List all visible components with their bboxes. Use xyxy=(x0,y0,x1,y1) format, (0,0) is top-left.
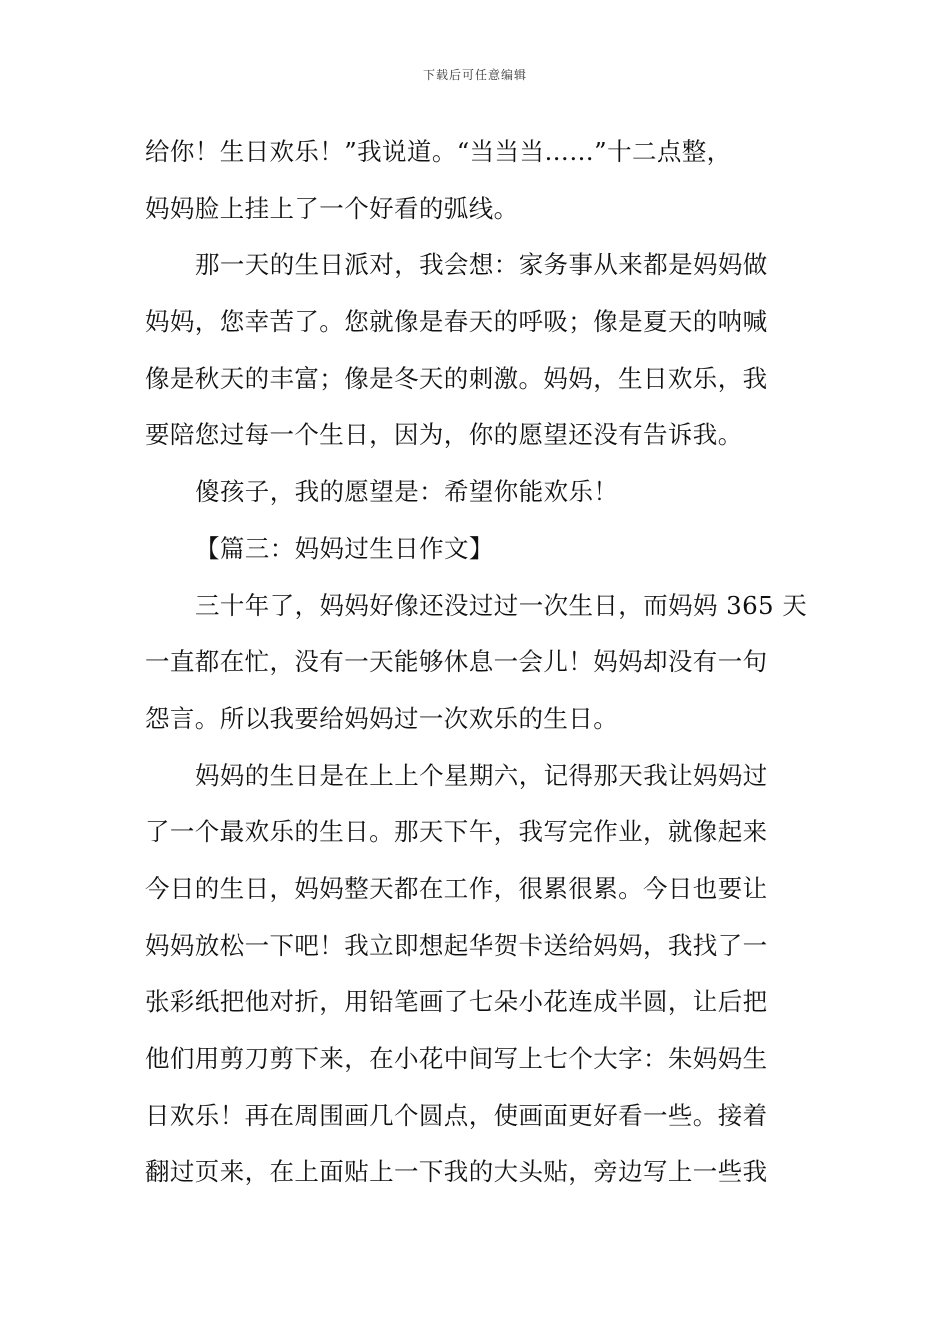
text-line: 给你！生日欢乐！”我说道。“当当当……”十二点整， xyxy=(145,137,732,166)
text-line: 要陪您过每一个生日，因为，你的愿望还没有告诉我。 xyxy=(145,420,743,450)
text-line: 了一个最欢乐的生日。那天下午，我写完作业，就像起来 xyxy=(145,817,768,847)
text-line: 怨言。所以我要给妈妈过一次欢乐的生日。 xyxy=(145,703,619,733)
text-line: 像是秋天的丰富；像是冬天的刺激。妈妈，生日欢乐，我 xyxy=(145,363,768,393)
section-heading: 【篇三：妈妈过生日作文】 xyxy=(195,533,494,563)
text-line: 妈妈脸上挂上了一个好看的弧线。 xyxy=(145,193,519,223)
text-line: 张彩纸把他对折，用铅笔画了七朵小花连成半圆，让后把 xyxy=(145,987,768,1017)
paragraph-start-line: 那一天的生日派对，我会想：家务事从来都是妈妈做 xyxy=(195,250,768,280)
text-line: 一直都在忙，没有一天能够休息一会儿！妈妈却没有一句 xyxy=(145,647,768,677)
paragraph-start-line: 三十年了，妈妈好像还没过过一次生日，而妈妈 365 天 xyxy=(195,590,808,620)
text-line: 日欢乐！再在周围画几个圆点，使画面更好看一些。接着 xyxy=(145,1100,768,1130)
paragraph-start-line: 妈妈的生日是在上上个星期六，记得那天我让妈妈过 xyxy=(195,760,768,790)
document-body xyxy=(145,124,809,1201)
text-line: 翻过页来，在上面贴上一下我的大头贴，旁边写上一些我 xyxy=(145,1157,768,1187)
text-line: 妈妈，您幸苦了。您就像是春天的呼吸；像是夏天的呐喊 xyxy=(145,307,768,337)
text-line: 今日的生日，妈妈整天都在工作，很累很累。今日也要让 xyxy=(145,873,768,903)
text-line: 他们用剪刀剪下来，在小花中间写上七个大字：朱妈妈生 xyxy=(145,1044,768,1073)
text-line: 妈妈放松一下吧！我立即想起华贺卡送给妈妈，我找了一 xyxy=(145,930,768,960)
paragraph-start-line: 傻孩子，我的愿望是：希望你能欢乐！ xyxy=(195,477,619,507)
page-header: 下载后可任意编辑 xyxy=(422,68,527,82)
